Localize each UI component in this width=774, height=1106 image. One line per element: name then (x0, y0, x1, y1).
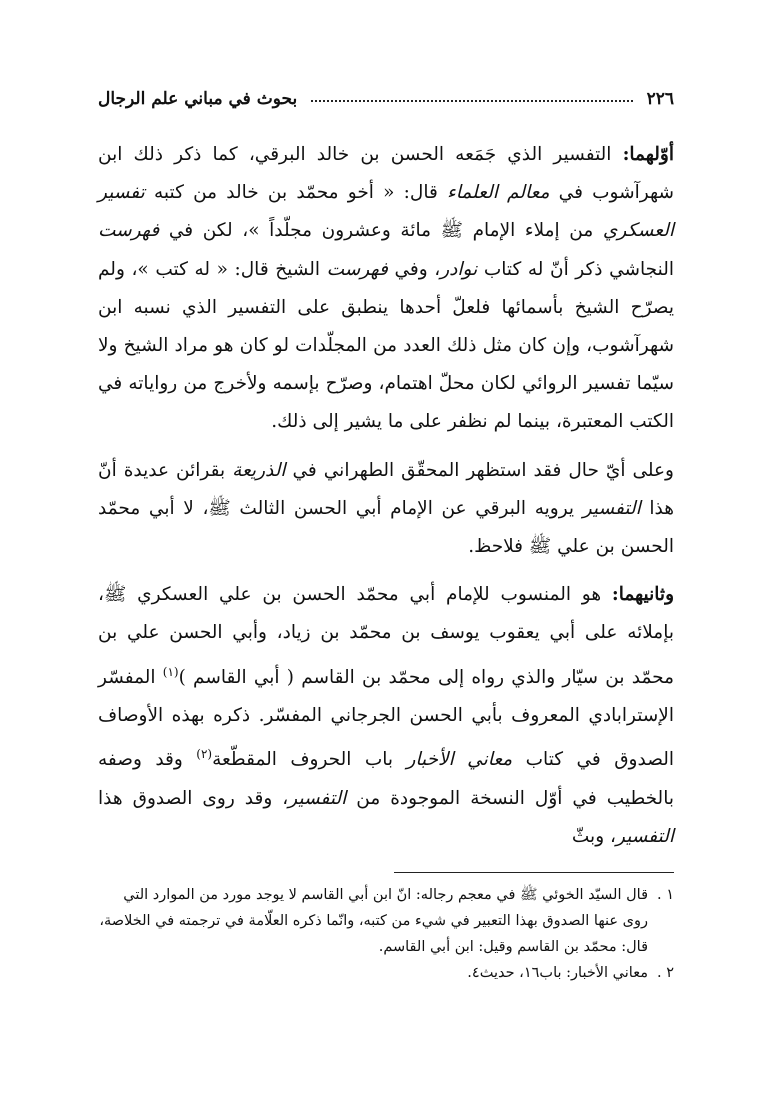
text-run: وقد وصفه بالخطيب في أوّل النسخة الموجودة من (98, 749, 674, 809)
text-run: من إملاء الإمام ﷺ مائة وعشرون مجلّداً »، لكن في (159, 220, 603, 242)
header-dot-leader (311, 100, 632, 102)
footnote-separator (394, 872, 674, 873)
footnote-1 (98, 882, 674, 960)
main-text (98, 136, 674, 866)
text-run: قال: « أخو محمّد بن خالد من كتبه (144, 182, 447, 204)
text-run: النجاشي ذكر أنّ له كتاب (477, 258, 674, 280)
footnote-text: معاني الأخبار: باب١٦، حديث٤. (467, 965, 648, 981)
book-title-ref: التفسير (288, 787, 347, 809)
text-run: ، وقد روى الصدوق هذا (98, 787, 289, 809)
book-title-ref: الذريعة (232, 459, 286, 481)
text-run: ، وفي (387, 258, 441, 280)
book-title-ref: التفسير (615, 825, 674, 847)
footnote-ref: (١) (162, 664, 179, 679)
paragraph-third (98, 576, 674, 856)
paragraph-lead-word: وثانيهما: (611, 584, 674, 606)
text-run: الشيخ قال: « له كتب »، ولم يصرّح الشيخ بأسمائها فلعلّ أحدها ينطبق على التفسير الذي نسبه ابن شهرآشوب، وإن كان مثل ذلك العدد من المجلّدات لو كان هو مراد الشيخ ولا سيّما تفسير الروائي لكان محلّ اهتمام، وصرّح بإسمه ولأخرج من رواياته في الكتب المعتبرة، بينما لم نظفر على ما يشير إلى ذلك. (98, 258, 674, 433)
book-title-ref: فهرست (98, 220, 160, 242)
book-title-ref: معاني الأخبار (406, 749, 513, 771)
text-run: ، وبثّ (571, 825, 616, 847)
paragraph-lead-word: أوّلهما: (622, 144, 674, 165)
text-run: يرويه البرقي عن الإمام أبي الحسن الثالث ﷺ، لا أبي محمّد الحسن بن علي ﷺ فلاحظ. (98, 497, 674, 558)
text-run: التفسير الذي جَمَعه الحسن بن خالد البرقي، كما ذكر ذلك ابن شهرآشوب في (98, 144, 674, 204)
book-title-ref: التفسير (582, 497, 641, 519)
book-title-ref: تفسير العسكري (98, 182, 674, 242)
footnote-number: ١ . (656, 887, 674, 903)
footnote-number: ٢ . (656, 965, 674, 981)
footnotes (98, 882, 674, 986)
book-title-ref: فهرست (326, 258, 388, 280)
page-number: ٢٢٦ (646, 89, 674, 109)
running-header (98, 86, 674, 112)
text-run: وعلى أيّ حال فقد استظهر المحقّق الطهراني في (285, 459, 674, 481)
paragraph-second (98, 452, 674, 567)
text-run: باب الحروف المقطّعة (212, 749, 407, 771)
text-run: هو المنسوب للإمام أبي محمّد الحسن بن علي العسكري ﷺ، بإملائه على أبي يعقوب يوسف بن محمّد بن زياد، وأبي الحسن علي بن محمّد بن سيّار والذي رواه إلى محمّد بن القاسم ( أبي القاسم ) (98, 584, 674, 688)
book-title-ref: معالم العلماء (447, 182, 550, 204)
text-run: بقرائن عديدة أنّ هذا (98, 459, 674, 519)
footnote-2 (98, 960, 674, 986)
book-title: بحوث في مباني علم الرجال (98, 89, 298, 109)
paragraph-first (98, 136, 674, 442)
text-run: المفسّر الإسترابادي المعروف بأبي الحسن الجرجاني المفسّر. ذكره بهذه الأوصاف الصدوق في كتاب (98, 666, 675, 771)
footnote-ref: (٢) (196, 747, 213, 762)
book-title-ref: نوادر (440, 258, 478, 280)
footnote-text: قال السيّد الخوئي ﷺ في معجم رجاله: انّ ابن أبي القاسم لا يوجد مورد من الموارد التي روى عنها الصدوق بهذا التعبير في شيء من كتبه، وانّما ذكره العلّامة في ترجمته في الخلاصة، قال: محمّد بن القاسم وقيل: ابن أبي القاسم. (99, 887, 648, 955)
